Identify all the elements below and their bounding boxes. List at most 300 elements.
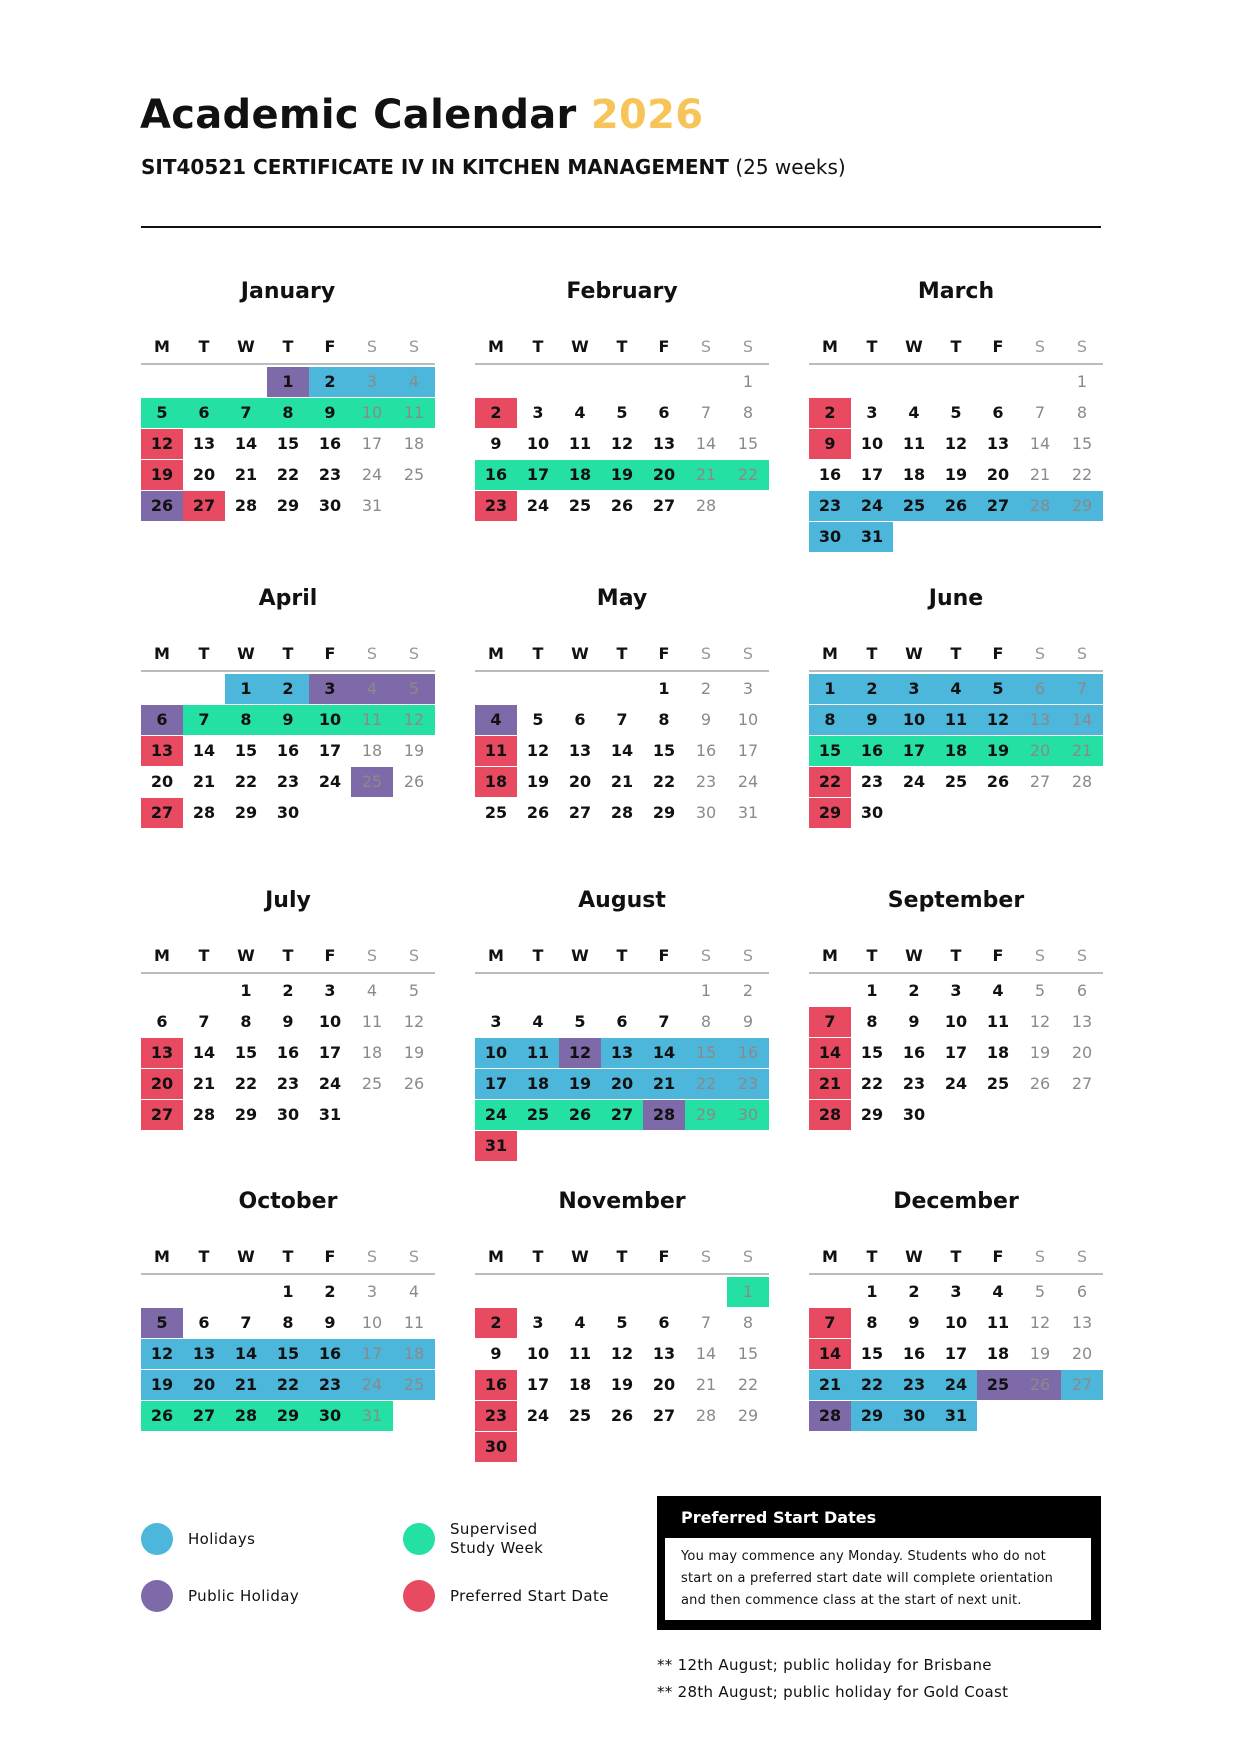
public-holiday-cell: 4 (475, 705, 517, 735)
day-cell: 5 (532, 710, 544, 729)
preferred-start-cell: 27 (183, 491, 225, 521)
day-cell: 14 (234, 434, 258, 453)
weekday-label: S (1076, 644, 1088, 663)
day-cell: 27 (1071, 1074, 1093, 1093)
weekday-label: F (658, 946, 670, 965)
weekday-label: S (1034, 644, 1046, 663)
day-cell: 15 (737, 1344, 759, 1363)
holiday-cell: 20 (183, 1370, 225, 1400)
preferred-start-line2: start on a preferred start date will complete orientation (681, 1571, 1054, 1586)
month-name: March (917, 279, 995, 304)
public-holiday-cell: 6 (141, 705, 183, 735)
course-code: SIT40521 CERTIFICATE IV IN KITCHEN MANAGEMENT (141, 155, 729, 179)
day-cell: 22 (860, 1074, 884, 1093)
day-cell: 5 (616, 1313, 628, 1332)
preferred-start-cell: 2 (475, 398, 517, 428)
day-cell: 7 (240, 1313, 252, 1332)
weekday-label: S (408, 946, 420, 965)
day-cell: 17 (944, 1344, 968, 1363)
day-cell: 15 (860, 1043, 884, 1062)
day-cell: 26 (403, 772, 425, 791)
supervised-study-cell: 7 (183, 705, 225, 735)
weekday-label: S (700, 644, 712, 663)
public-holiday-legend-dot (141, 1580, 173, 1612)
holiday-cell: 30 (893, 1401, 935, 1431)
weekday-label: S (1076, 337, 1088, 356)
day-cell: 13 (192, 434, 216, 453)
day-cell: 8 (742, 1313, 754, 1332)
weekday-label: T (282, 337, 294, 356)
day-cell: 8 (700, 1012, 712, 1031)
weekday-label: T (532, 337, 544, 356)
weekday-header (475, 337, 769, 361)
supervised-study-cell: 26 (559, 1100, 601, 1130)
supervised-study-cell: 8 (225, 705, 267, 735)
day-cell: 5 (574, 1012, 586, 1031)
holiday-cell: 21 (809, 1370, 851, 1400)
day-cell: 22 (1071, 465, 1093, 484)
supervised-study-cell: 18 (935, 736, 977, 766)
supervised-study-cell: 12 (393, 705, 435, 735)
day-cell: 25 (568, 1406, 592, 1425)
day-cell: 17 (737, 741, 759, 760)
day-cell: 13 (1071, 1012, 1093, 1031)
day-cell: 12 (610, 1344, 634, 1363)
holiday-cell: 27 (1061, 1370, 1103, 1400)
month-divider (809, 670, 1103, 672)
weekday-label: S (408, 337, 420, 356)
weekday-label: W (571, 644, 589, 663)
day-cell: 1 (742, 372, 754, 391)
holiday-cell: 22 (267, 1370, 309, 1400)
holiday-cell: 25 (393, 1370, 435, 1400)
day-cell: 2 (700, 679, 712, 698)
day-cell: 13 (568, 741, 592, 760)
day-cell: 12 (1029, 1313, 1051, 1332)
holiday-cell: 23 (727, 1069, 769, 1099)
day-cell: 30 (860, 803, 884, 822)
day-cell: 15 (234, 1043, 258, 1062)
day-cell: 24 (944, 1074, 968, 1093)
day-cell: 9 (490, 1344, 502, 1363)
day-cell: 26 (986, 772, 1010, 791)
weekday-label: M (154, 644, 170, 663)
weekday-label: T (950, 644, 962, 663)
preferred-start-cell: 16 (475, 1370, 517, 1400)
day-cell: 7 (658, 1012, 670, 1031)
day-cell: 3 (490, 1012, 502, 1031)
holiday-cell: 8 (809, 705, 851, 735)
day-cell: 5 (408, 981, 420, 1000)
public-holiday-cell: 28 (643, 1100, 685, 1130)
day-cell: 9 (908, 1012, 920, 1031)
day-cell: 17 (860, 465, 884, 484)
gold-coast-note: ** 28th August; public holiday for Gold Coast (657, 1683, 1009, 1701)
day-cell: 6 (198, 1313, 210, 1332)
supervised-study-cell: 26 (141, 1401, 183, 1431)
holiday-cell: 6 (1019, 674, 1061, 704)
holiday-cell: 20 (601, 1069, 643, 1099)
day-cell: 3 (366, 1282, 378, 1301)
holiday-cell: 15 (267, 1339, 309, 1369)
weekday-label: M (822, 946, 838, 965)
day-cell: 11 (986, 1012, 1010, 1031)
day-cell: 22 (276, 465, 300, 484)
day-cell: 22 (234, 772, 258, 791)
supervised-study-cell: 17 (893, 736, 935, 766)
day-cell: 3 (866, 403, 878, 422)
holiday-cell: 1 (809, 674, 851, 704)
preferred-start-cell: 29 (809, 798, 851, 828)
day-cell: 20 (1071, 1344, 1093, 1363)
supervised-study-cell: 18 (559, 460, 601, 490)
month-name: December (893, 1189, 1019, 1214)
day-cell: 10 (944, 1012, 968, 1031)
weekday-label: S (366, 337, 378, 356)
weekday-label: M (822, 644, 838, 663)
holiday-cell: 4 (935, 674, 977, 704)
supervised-study-cell: 25 (517, 1100, 559, 1130)
day-cell: 1 (1076, 372, 1088, 391)
public-holiday-cell: 26 (141, 491, 183, 521)
day-cell: 9 (324, 1313, 336, 1332)
day-cell: 15 (860, 1344, 884, 1363)
supervised-study-cell: 31 (351, 1401, 393, 1431)
holiday-cell: 14 (225, 1339, 267, 1369)
month-name: October (238, 1189, 338, 1214)
weekday-label: W (905, 1247, 923, 1266)
day-cell: 6 (616, 1012, 628, 1031)
month-name: July (265, 888, 311, 913)
day-cell: 9 (700, 710, 712, 729)
day-cell: 12 (944, 434, 968, 453)
weekday-label: T (282, 946, 294, 965)
day-cell: 8 (240, 1012, 252, 1031)
day-cell: 26 (610, 1406, 634, 1425)
weekday-label: T (616, 1247, 628, 1266)
weekday-header (475, 644, 769, 668)
weekday-label: S (408, 1247, 420, 1266)
public-holiday-cell: 4 (351, 674, 393, 704)
day-cell: 11 (403, 1313, 425, 1332)
weekday-label: M (488, 946, 504, 965)
day-cell: 11 (361, 1012, 383, 1031)
weekday-label: S (742, 946, 754, 965)
day-cell: 15 (737, 434, 759, 453)
preferred-start-cell: 9 (809, 429, 851, 459)
weekday-label: W (237, 337, 255, 356)
day-cell: 23 (860, 772, 884, 791)
supervised-study-cell: 9 (267, 705, 309, 735)
day-cell: 25 (568, 496, 592, 515)
supervised-study-cell: 27 (183, 1401, 225, 1431)
day-cell: 16 (318, 434, 342, 453)
month-name: May (596, 586, 648, 611)
day-cell: 31 (361, 496, 383, 515)
day-cell: 13 (652, 1344, 676, 1363)
weekday-label: F (324, 337, 336, 356)
weekday-label: M (154, 946, 170, 965)
public-holiday-cell: 25 (977, 1370, 1019, 1400)
holiday-legend-dot (141, 1523, 173, 1555)
day-cell: 24 (361, 465, 383, 484)
weekday-label: W (571, 337, 589, 356)
weekday-label: S (408, 644, 420, 663)
holiday-cell: 29 (1061, 491, 1103, 521)
day-cell: 28 (234, 496, 258, 515)
preferred-start-cell: 30 (475, 1432, 517, 1462)
weekday-label: M (822, 1247, 838, 1266)
day-cell: 28 (1071, 772, 1093, 791)
supervised-study-cell: 10 (351, 398, 393, 428)
day-cell: 5 (950, 403, 962, 422)
weekday-header (809, 337, 1103, 361)
day-cell: 19 (610, 1375, 634, 1394)
supervised-study-cell: 16 (851, 736, 893, 766)
preferred-start-cell: 14 (809, 1339, 851, 1369)
day-cell: 23 (695, 772, 717, 791)
day-cell: 19 (526, 772, 550, 791)
weekday-label: S (742, 1247, 754, 1266)
month-divider (141, 670, 435, 672)
preferred-start-cell: 20 (141, 1069, 183, 1099)
weekday-header (809, 644, 1103, 668)
holiday-cell: 11 (935, 705, 977, 735)
day-cell: 1 (866, 981, 878, 1000)
holiday-cell: 16 (727, 1038, 769, 1068)
holiday-cell: 24 (351, 1370, 393, 1400)
public-holiday-legend-label: Public Holiday (188, 1587, 300, 1605)
preferred-start-cell: 31 (475, 1131, 517, 1161)
supervised-study-cell: 11 (351, 705, 393, 735)
day-cell: 30 (276, 803, 300, 822)
day-cell: 8 (1076, 403, 1088, 422)
course-duration: (25 weeks) (735, 155, 846, 179)
weekday-label: S (700, 946, 712, 965)
weekday-label: M (488, 1247, 504, 1266)
holiday-cell: 11 (517, 1038, 559, 1068)
day-cell: 30 (276, 1105, 300, 1124)
day-cell: 28 (610, 803, 634, 822)
weekday-label: F (992, 1247, 1004, 1266)
holiday-cell: 5 (977, 674, 1019, 704)
day-cell: 17 (318, 1043, 342, 1062)
month-name: April (258, 586, 318, 611)
day-cell: 18 (986, 1344, 1010, 1363)
page-title (140, 92, 703, 138)
day-cell: 23 (276, 772, 300, 791)
day-cell: 7 (1034, 403, 1046, 422)
day-cell: 27 (1029, 772, 1051, 791)
holiday-cell: 17 (351, 1339, 393, 1369)
day-cell: 18 (986, 1043, 1010, 1062)
preferred-start-cell: 13 (141, 1038, 183, 1068)
holiday-cell: 14 (1061, 705, 1103, 735)
weekday-label: T (866, 644, 878, 663)
day-cell: 30 (318, 496, 342, 515)
holiday-cell: 31 (935, 1401, 977, 1431)
brisbane-note: ** 12th August; public holiday for Brisbane (657, 1656, 992, 1674)
weekday-label: F (324, 1247, 336, 1266)
day-cell: 21 (610, 772, 634, 791)
day-cell: 23 (276, 1074, 300, 1093)
day-cell: 1 (658, 679, 670, 698)
month-divider (809, 363, 1103, 365)
day-cell: 8 (742, 403, 754, 422)
day-cell: 9 (908, 1313, 920, 1332)
day-cell: 24 (526, 496, 550, 515)
weekday-label: W (237, 1247, 255, 1266)
supervised-study-cell: 19 (601, 460, 643, 490)
day-cell: 7 (700, 403, 712, 422)
holiday-cell: 7 (1061, 674, 1103, 704)
holiday-cell: 2 (267, 674, 309, 704)
holiday-cell: 23 (809, 491, 851, 521)
day-cell: 6 (156, 1012, 168, 1031)
day-cell: 2 (908, 1282, 920, 1301)
weekday-label: M (154, 1247, 170, 1266)
holiday-cell: 28 (1019, 491, 1061, 521)
day-cell: 28 (695, 496, 717, 515)
day-cell: 17 (526, 1375, 550, 1394)
day-cell: 22 (234, 1074, 258, 1093)
holiday-cell: 27 (977, 491, 1019, 521)
month-name: February (566, 279, 678, 304)
month-name: January (240, 279, 336, 304)
preferred-start-box-title: Preferred Start Dates (681, 1508, 877, 1527)
day-cell: 27 (652, 1406, 676, 1425)
holiday-cell: 19 (141, 1370, 183, 1400)
public-holiday-cell: 26 (1019, 1370, 1061, 1400)
day-cell: 20 (1071, 1043, 1093, 1062)
day-cell: 26 (403, 1074, 425, 1093)
supervised-study-cell: 9 (309, 398, 351, 428)
day-cell: 29 (652, 803, 676, 822)
title-text: Academic Calendar (140, 92, 577, 138)
day-cell: 14 (695, 1344, 717, 1363)
holiday-cell: 30 (809, 522, 851, 552)
holiday-cell: 9 (851, 705, 893, 735)
holiday-cell: 13 (183, 1339, 225, 1369)
weekday-label: W (905, 946, 923, 965)
day-cell: 15 (234, 741, 258, 760)
weekday-label: M (488, 644, 504, 663)
weekday-label: T (616, 337, 628, 356)
day-cell: 14 (1029, 434, 1051, 453)
month-divider (141, 363, 435, 365)
supervised-study-cell: 17 (517, 460, 559, 490)
month-divider (475, 1273, 769, 1275)
holiday-cell: 24 (851, 491, 893, 521)
day-cell: 3 (324, 981, 336, 1000)
month-divider (475, 363, 769, 365)
weekday-label: T (198, 946, 210, 965)
month-divider (809, 1273, 1103, 1275)
preferred-start-cell: 23 (475, 1401, 517, 1431)
weekday-label: F (658, 337, 670, 356)
weekday-label: W (571, 946, 589, 965)
weekday-label: T (866, 946, 878, 965)
day-cell: 26 (526, 803, 550, 822)
supervised-study-cell: 19 (977, 736, 1019, 766)
day-cell: 14 (192, 741, 216, 760)
supervised-study-cell: 11 (393, 398, 435, 428)
day-cell: 2 (908, 981, 920, 1000)
day-cell: 4 (574, 403, 586, 422)
day-cell: 15 (652, 741, 676, 760)
day-cell: 30 (695, 803, 717, 822)
holiday-cell: 14 (643, 1038, 685, 1068)
day-cell: 29 (276, 496, 300, 515)
day-cell: 23 (902, 1074, 926, 1093)
holiday-cell: 1 (225, 674, 267, 704)
holiday-cell: 10 (475, 1038, 517, 1068)
course-subtitle (141, 155, 846, 179)
day-cell: 31 (737, 803, 759, 822)
holiday-cell: 2 (309, 367, 351, 397)
weekday-label: S (1076, 1247, 1088, 1266)
supervised-study-cell: 5 (141, 398, 183, 428)
day-cell: 2 (324, 1282, 336, 1301)
day-cell: 25 (484, 803, 508, 822)
day-cell: 25 (986, 1074, 1010, 1093)
weekday-label: T (616, 644, 628, 663)
day-cell: 11 (902, 434, 926, 453)
day-cell: 18 (361, 741, 383, 760)
day-cell: 10 (361, 1313, 383, 1332)
day-cell: 11 (568, 434, 592, 453)
weekday-label: T (282, 1247, 294, 1266)
day-cell: 27 (652, 496, 676, 515)
weekday-label: T (950, 1247, 962, 1266)
day-cell: 10 (318, 1012, 342, 1031)
day-cell: 7 (616, 710, 628, 729)
day-cell: 24 (902, 772, 926, 791)
day-cell: 27 (568, 803, 592, 822)
preferred-start-cell: 23 (475, 491, 517, 521)
day-cell: 2 (282, 981, 294, 1000)
day-cell: 4 (992, 981, 1004, 1000)
day-cell: 11 (568, 1344, 592, 1363)
weekday-label: S (742, 644, 754, 663)
day-cell: 4 (992, 1282, 1004, 1301)
day-cell: 17 (318, 741, 342, 760)
preferred-start-cell: 21 (809, 1069, 851, 1099)
holiday-cell: 3 (351, 367, 393, 397)
day-cell: 28 (192, 1105, 216, 1124)
day-cell: 8 (866, 1012, 878, 1031)
public-holiday-cell: 1 (267, 367, 309, 397)
day-cell: 26 (1029, 1074, 1051, 1093)
weekday-label: W (237, 946, 255, 965)
weekday-label: T (950, 946, 962, 965)
day-cell: 4 (366, 981, 378, 1000)
day-cell: 4 (908, 403, 920, 422)
public-holiday-cell: 5 (141, 1308, 183, 1338)
weekday-label: M (154, 337, 170, 356)
day-cell: 2 (742, 981, 754, 1000)
day-cell: 13 (652, 434, 676, 453)
preferred-start-cell: 28 (809, 1100, 851, 1130)
weekday-label: S (1034, 337, 1046, 356)
day-cell: 21 (695, 1375, 717, 1394)
holiday-cell: 22 (851, 1370, 893, 1400)
day-cell: 19 (1029, 1344, 1051, 1363)
holiday-cell: 23 (309, 1370, 351, 1400)
day-cell: 20 (192, 465, 216, 484)
day-cell: 25 (361, 1074, 383, 1093)
supervised-study-cell: 1 (727, 1277, 769, 1307)
